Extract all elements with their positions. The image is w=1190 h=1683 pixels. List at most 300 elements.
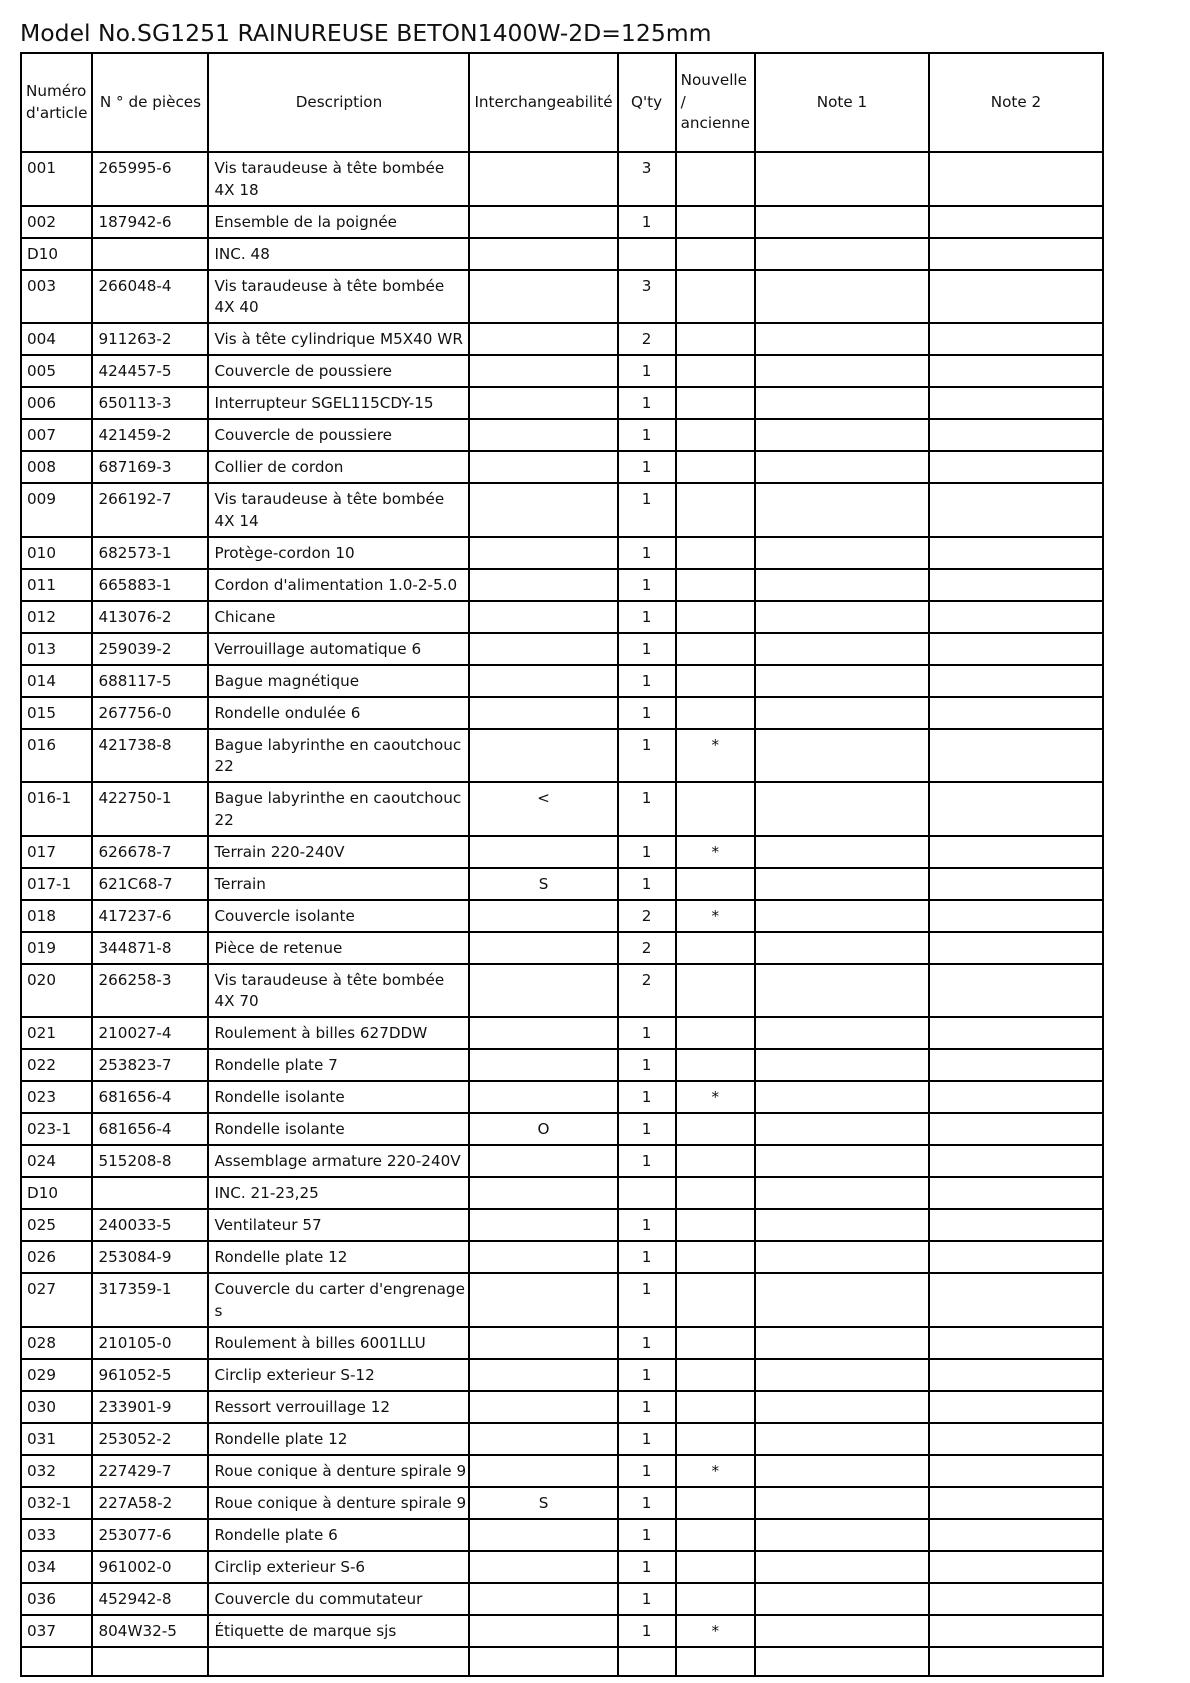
cell-quantity: 2 bbox=[618, 323, 676, 355]
cell-description: Roue conique à denture spirale 9 bbox=[208, 1487, 469, 1519]
cell-note-2 bbox=[929, 964, 1103, 1018]
cell-description: Rondelle isolante bbox=[208, 1113, 469, 1145]
cell-interchangeability bbox=[469, 1017, 617, 1049]
cell-note-2 bbox=[929, 1519, 1103, 1551]
cell-new-old bbox=[676, 569, 755, 601]
cell-interchangeability bbox=[469, 900, 617, 932]
cell-article-number: 033 bbox=[21, 1519, 92, 1551]
cell-part-number: 233901-9 bbox=[92, 1391, 208, 1423]
cell-interchangeability bbox=[469, 964, 617, 1018]
header-note-1: Note 1 bbox=[755, 53, 929, 152]
cell-note-1 bbox=[755, 152, 929, 206]
cell-article-number bbox=[21, 1647, 92, 1676]
cell-article-number: 026 bbox=[21, 1241, 92, 1273]
cell-interchangeability bbox=[469, 323, 617, 355]
cell-new-old bbox=[676, 1273, 755, 1327]
cell-note-1 bbox=[755, 1145, 929, 1177]
cell-part-number: 317359-1 bbox=[92, 1273, 208, 1327]
cell-interchangeability bbox=[469, 569, 617, 601]
cell-note-1 bbox=[755, 868, 929, 900]
cell-description: Ensemble de la poignée bbox=[208, 206, 469, 238]
cell-article-number: 034 bbox=[21, 1551, 92, 1583]
cell-article-number: D10 bbox=[21, 1177, 92, 1209]
cell-note-1 bbox=[755, 569, 929, 601]
cell-quantity: 1 bbox=[618, 1455, 676, 1487]
cell-note-2 bbox=[929, 633, 1103, 665]
cell-note-1 bbox=[755, 1359, 929, 1391]
cell-part-number: 681656-4 bbox=[92, 1081, 208, 1113]
cell-quantity: 1 bbox=[618, 1391, 676, 1423]
cell-quantity: 1 bbox=[618, 729, 676, 783]
cell-part-number: 688117-5 bbox=[92, 665, 208, 697]
cell-note-1 bbox=[755, 323, 929, 355]
cell-note-1 bbox=[755, 270, 929, 324]
cell-interchangeability: S bbox=[469, 868, 617, 900]
cell-note-1 bbox=[755, 964, 929, 1018]
cell-interchangeability bbox=[469, 1455, 617, 1487]
cell-note-1 bbox=[755, 633, 929, 665]
cell-part-number: 911263-2 bbox=[92, 323, 208, 355]
table-row bbox=[21, 836, 1103, 868]
cell-description: Couvercle de poussiere bbox=[208, 419, 469, 451]
cell-note-1 bbox=[755, 729, 929, 783]
cell-interchangeability: O bbox=[469, 1113, 617, 1145]
cell-part-number: 682573-1 bbox=[92, 537, 208, 569]
cell-interchangeability bbox=[469, 1241, 617, 1273]
table-row bbox=[21, 1551, 1103, 1583]
cell-part-number: 452942-8 bbox=[92, 1583, 208, 1615]
cell-note-2 bbox=[929, 836, 1103, 868]
cell-note-2 bbox=[929, 782, 1103, 836]
cell-note-1 bbox=[755, 355, 929, 387]
cell-new-old bbox=[676, 1551, 755, 1583]
table-row bbox=[21, 1017, 1103, 1049]
cell-quantity: 2 bbox=[618, 900, 676, 932]
cell-part-number: 253823-7 bbox=[92, 1049, 208, 1081]
cell-interchangeability bbox=[469, 1327, 617, 1359]
cell-quantity: 1 bbox=[618, 868, 676, 900]
table-row bbox=[21, 451, 1103, 483]
cell-note-1 bbox=[755, 1113, 929, 1145]
cell-note-2 bbox=[929, 1391, 1103, 1423]
cell-interchangeability bbox=[469, 1551, 617, 1583]
cell-article-number: 002 bbox=[21, 206, 92, 238]
cell-new-old bbox=[676, 665, 755, 697]
cell-description: Vis à tête cylindrique M5X40 WR bbox=[208, 323, 469, 355]
cell-note-1 bbox=[755, 1551, 929, 1583]
cell-article-number: 022 bbox=[21, 1049, 92, 1081]
cell-new-old: * bbox=[676, 1081, 755, 1113]
cell-new-old bbox=[676, 1519, 755, 1551]
cell-description: Rondelle plate 7 bbox=[208, 1049, 469, 1081]
table-row bbox=[21, 601, 1103, 633]
cell-quantity: 1 bbox=[618, 206, 676, 238]
cell-part-number: 210027-4 bbox=[92, 1017, 208, 1049]
cell-quantity: 1 bbox=[618, 419, 676, 451]
cell-note-2 bbox=[929, 1423, 1103, 1455]
cell-description: INC. 48 bbox=[208, 238, 469, 270]
cell-new-old: * bbox=[676, 836, 755, 868]
table-row bbox=[21, 1615, 1103, 1647]
table-row bbox=[21, 782, 1103, 836]
cell-article-number: 037 bbox=[21, 1615, 92, 1647]
cell-description: Collier de cordon bbox=[208, 451, 469, 483]
table-row bbox=[21, 665, 1103, 697]
cell-quantity: 1 bbox=[618, 1487, 676, 1519]
cell-quantity bbox=[618, 238, 676, 270]
cell-part-number: 961002-0 bbox=[92, 1551, 208, 1583]
cell-description: Roulement à billes 627DDW bbox=[208, 1017, 469, 1049]
cell-note-1 bbox=[755, 238, 929, 270]
cell-part-number: 266048-4 bbox=[92, 270, 208, 324]
cell-description: Bague magnétique bbox=[208, 665, 469, 697]
cell-article-number: 013 bbox=[21, 633, 92, 665]
cell-quantity: 1 bbox=[618, 633, 676, 665]
cell-note-1 bbox=[755, 1615, 929, 1647]
cell-quantity: 1 bbox=[618, 569, 676, 601]
cell-note-1 bbox=[755, 419, 929, 451]
cell-article-number: 036 bbox=[21, 1583, 92, 1615]
cell-note-1 bbox=[755, 782, 929, 836]
table-row bbox=[21, 1391, 1103, 1423]
cell-quantity: 1 bbox=[618, 1081, 676, 1113]
cell-part-number: 187942-6 bbox=[92, 206, 208, 238]
cell-note-2 bbox=[929, 729, 1103, 783]
cell-note-2 bbox=[929, 323, 1103, 355]
cell-quantity: 1 bbox=[618, 483, 676, 537]
cell-new-old bbox=[676, 1583, 755, 1615]
header-part-number: N ° de pièces bbox=[92, 53, 208, 152]
cell-new-old bbox=[676, 387, 755, 419]
cell-quantity: 1 bbox=[618, 665, 676, 697]
cell-new-old bbox=[676, 451, 755, 483]
cell-note-1 bbox=[755, 1241, 929, 1273]
cell-note-1 bbox=[755, 1455, 929, 1487]
cell-description: Vis taraudeuse à tête bombée 4X 14 bbox=[208, 483, 469, 537]
cell-interchangeability bbox=[469, 1583, 617, 1615]
cell-new-old bbox=[676, 601, 755, 633]
cell-note-2 bbox=[929, 1145, 1103, 1177]
cell-article-number: 027 bbox=[21, 1273, 92, 1327]
cell-interchangeability bbox=[469, 152, 617, 206]
cell-note-1 bbox=[755, 387, 929, 419]
cell-part-number: 253084-9 bbox=[92, 1241, 208, 1273]
cell-quantity: 1 bbox=[618, 1615, 676, 1647]
header-article-number: Numéro d'article bbox=[21, 53, 92, 152]
cell-part-number: 665883-1 bbox=[92, 569, 208, 601]
cell-article-number: 021 bbox=[21, 1017, 92, 1049]
header-description: Description bbox=[208, 53, 469, 152]
cell-description: Couvercle du commutateur bbox=[208, 1583, 469, 1615]
cell-note-2 bbox=[929, 1583, 1103, 1615]
cell-quantity: 2 bbox=[618, 964, 676, 1018]
cell-quantity: 2 bbox=[618, 932, 676, 964]
cell-description: Rondelle plate 12 bbox=[208, 1241, 469, 1273]
cell-description: Vis taraudeuse à tête bombée 4X 40 bbox=[208, 270, 469, 324]
cell-part-number: 253052-2 bbox=[92, 1423, 208, 1455]
cell-part-number: 266258-3 bbox=[92, 964, 208, 1018]
cell-quantity: 1 bbox=[618, 836, 676, 868]
cell-note-2 bbox=[929, 665, 1103, 697]
cell-note-1 bbox=[755, 1049, 929, 1081]
cell-new-old bbox=[676, 782, 755, 836]
cell-description: INC. 21-23,25 bbox=[208, 1177, 469, 1209]
cell-description: Protège-cordon 10 bbox=[208, 537, 469, 569]
cell-article-number: 032 bbox=[21, 1455, 92, 1487]
cell-quantity: 3 bbox=[618, 152, 676, 206]
cell-article-number: 015 bbox=[21, 697, 92, 729]
cell-interchangeability bbox=[469, 665, 617, 697]
cell-new-old bbox=[676, 1391, 755, 1423]
cell-quantity: 1 bbox=[618, 451, 676, 483]
cell-interchangeability bbox=[469, 238, 617, 270]
table-row bbox=[21, 1519, 1103, 1551]
cell-description: Rondelle plate 12 bbox=[208, 1423, 469, 1455]
cell-interchangeability bbox=[469, 483, 617, 537]
cell-note-2 bbox=[929, 355, 1103, 387]
table-row bbox=[21, 633, 1103, 665]
cell-new-old bbox=[676, 1241, 755, 1273]
table-row bbox=[21, 387, 1103, 419]
cell-new-old bbox=[676, 1049, 755, 1081]
cell-article-number: 001 bbox=[21, 152, 92, 206]
cell-article-number: D10 bbox=[21, 238, 92, 270]
table-row bbox=[21, 152, 1103, 206]
cell-description: Roue conique à denture spirale 9 bbox=[208, 1455, 469, 1487]
cell-description: Rondelle plate 6 bbox=[208, 1519, 469, 1551]
cell-part-number: 413076-2 bbox=[92, 601, 208, 633]
cell-quantity: 1 bbox=[618, 1241, 676, 1273]
cell-quantity: 1 bbox=[618, 1423, 676, 1455]
cell-article-number: 017-1 bbox=[21, 868, 92, 900]
cell-article-number: 030 bbox=[21, 1391, 92, 1423]
cell-new-old bbox=[676, 419, 755, 451]
cell-description: Rondelle isolante bbox=[208, 1081, 469, 1113]
cell-article-number: 009 bbox=[21, 483, 92, 537]
cell-part-number: 265995-6 bbox=[92, 152, 208, 206]
cell-description: Circlip exterieur S-12 bbox=[208, 1359, 469, 1391]
cell-quantity: 1 bbox=[618, 1359, 676, 1391]
cell-note-2 bbox=[929, 932, 1103, 964]
cell-note-2 bbox=[929, 387, 1103, 419]
header-new-old: Nouvelle / ancienne bbox=[676, 53, 755, 152]
cell-interchangeability bbox=[469, 836, 617, 868]
cell-new-old bbox=[676, 270, 755, 324]
cell-interchangeability bbox=[469, 451, 617, 483]
table-row bbox=[21, 323, 1103, 355]
table-row bbox=[21, 1209, 1103, 1241]
cell-note-1 bbox=[755, 451, 929, 483]
cell-new-old bbox=[676, 1145, 755, 1177]
cell-note-1 bbox=[755, 1209, 929, 1241]
cell-note-2 bbox=[929, 419, 1103, 451]
table-row bbox=[21, 1487, 1103, 1519]
cell-part-number: 421738-8 bbox=[92, 729, 208, 783]
cell-article-number: 004 bbox=[21, 323, 92, 355]
cell-article-number: 008 bbox=[21, 451, 92, 483]
cell-note-1 bbox=[755, 900, 929, 932]
cell-description: Rondelle ondulée 6 bbox=[208, 697, 469, 729]
cell-interchangeability bbox=[469, 419, 617, 451]
cell-new-old: * bbox=[676, 900, 755, 932]
cell-quantity: 1 bbox=[618, 537, 676, 569]
cell-quantity: 1 bbox=[618, 355, 676, 387]
table-row bbox=[21, 1049, 1103, 1081]
cell-description: Assemblage armature 220-240V bbox=[208, 1145, 469, 1177]
cell-note-2 bbox=[929, 238, 1103, 270]
cell-quantity: 1 bbox=[618, 601, 676, 633]
cell-interchangeability bbox=[469, 697, 617, 729]
cell-part-number: 650113-3 bbox=[92, 387, 208, 419]
cell-note-2 bbox=[929, 569, 1103, 601]
cell-note-2 bbox=[929, 1487, 1103, 1519]
cell-new-old bbox=[676, 1647, 755, 1676]
cell-note-2 bbox=[929, 483, 1103, 537]
cell-quantity: 1 bbox=[618, 1049, 676, 1081]
cell-interchangeability bbox=[469, 1615, 617, 1647]
cell-interchangeability bbox=[469, 932, 617, 964]
cell-description: Terrain 220-240V bbox=[208, 836, 469, 868]
cell-new-old bbox=[676, 1209, 755, 1241]
cell-part-number: 253077-6 bbox=[92, 1519, 208, 1551]
cell-article-number: 029 bbox=[21, 1359, 92, 1391]
cell-note-1 bbox=[755, 1017, 929, 1049]
cell-new-old bbox=[676, 1359, 755, 1391]
cell-note-1 bbox=[755, 1423, 929, 1455]
cell-note-2 bbox=[929, 1359, 1103, 1391]
cell-part-number: 421459-2 bbox=[92, 419, 208, 451]
cell-new-old bbox=[676, 483, 755, 537]
cell-quantity: 1 bbox=[618, 1327, 676, 1359]
cell-article-number: 023 bbox=[21, 1081, 92, 1113]
cell-quantity: 1 bbox=[618, 1209, 676, 1241]
table-row bbox=[21, 419, 1103, 451]
cell-part-number: 626678-7 bbox=[92, 836, 208, 868]
table-row bbox=[21, 697, 1103, 729]
cell-interchangeability: S bbox=[469, 1487, 617, 1519]
table-row bbox=[21, 1423, 1103, 1455]
table-row bbox=[21, 483, 1103, 537]
cell-note-2 bbox=[929, 1081, 1103, 1113]
table-row bbox=[21, 355, 1103, 387]
cell-part-number: 515208-8 bbox=[92, 1145, 208, 1177]
table-row bbox=[21, 1359, 1103, 1391]
cell-note-2 bbox=[929, 1113, 1103, 1145]
cell-part-number bbox=[92, 1647, 208, 1676]
cell-part-number: 804W32-5 bbox=[92, 1615, 208, 1647]
cell-interchangeability bbox=[469, 355, 617, 387]
cell-description: Vis taraudeuse à tête bombée 4X 18 bbox=[208, 152, 469, 206]
cell-interchangeability bbox=[469, 1519, 617, 1551]
cell-note-2 bbox=[929, 1177, 1103, 1209]
cell-description: Couvercle isolante bbox=[208, 900, 469, 932]
cell-description: Roulement à billes 6001LLU bbox=[208, 1327, 469, 1359]
cell-new-old bbox=[676, 1177, 755, 1209]
cell-part-number: 266192-7 bbox=[92, 483, 208, 537]
cell-part-number: 417237-6 bbox=[92, 900, 208, 932]
cell-quantity: 1 bbox=[618, 697, 676, 729]
cell-article-number: 025 bbox=[21, 1209, 92, 1241]
cell-note-2 bbox=[929, 270, 1103, 324]
cell-part-number: 681656-4 bbox=[92, 1113, 208, 1145]
cell-note-2 bbox=[929, 1551, 1103, 1583]
cell-interchangeability bbox=[469, 729, 617, 783]
cell-description: Couvercle de poussiere bbox=[208, 355, 469, 387]
cell-interchangeability bbox=[469, 387, 617, 419]
table-row bbox=[21, 1241, 1103, 1273]
cell-note-1 bbox=[755, 1519, 929, 1551]
cell-interchangeability bbox=[469, 1081, 617, 1113]
cell-note-1 bbox=[755, 483, 929, 537]
table-row bbox=[21, 270, 1103, 324]
cell-part-number bbox=[92, 1177, 208, 1209]
cell-part-number: 422750-1 bbox=[92, 782, 208, 836]
cell-new-old bbox=[676, 1423, 755, 1455]
cell-new-old bbox=[676, 1327, 755, 1359]
header-interchangeability: Interchangeabilité bbox=[469, 53, 617, 152]
cell-note-1 bbox=[755, 601, 929, 633]
cell-description: Ventilateur 57 bbox=[208, 1209, 469, 1241]
cell-quantity: 1 bbox=[618, 782, 676, 836]
cell-description: Circlip exterieur S-6 bbox=[208, 1551, 469, 1583]
table-row bbox=[21, 238, 1103, 270]
table-row bbox=[21, 1455, 1103, 1487]
cell-note-2 bbox=[929, 1241, 1103, 1273]
cell-new-old: * bbox=[676, 1615, 755, 1647]
header-note-2: Note 2 bbox=[929, 53, 1103, 152]
cell-note-2 bbox=[929, 697, 1103, 729]
cell-note-1 bbox=[755, 1327, 929, 1359]
cell-article-number: 032-1 bbox=[21, 1487, 92, 1519]
cell-note-2 bbox=[929, 451, 1103, 483]
cell-interchangeability bbox=[469, 1049, 617, 1081]
table-row bbox=[21, 964, 1103, 1018]
cell-new-old bbox=[676, 152, 755, 206]
cell-note-1 bbox=[755, 1391, 929, 1423]
cell-interchangeability bbox=[469, 1177, 617, 1209]
table-body bbox=[21, 152, 1103, 1676]
cell-note-1 bbox=[755, 1647, 929, 1676]
parts-table bbox=[20, 52, 1104, 1677]
cell-quantity: 1 bbox=[618, 1113, 676, 1145]
cell-article-number: 017 bbox=[21, 836, 92, 868]
cell-description: Chicane bbox=[208, 601, 469, 633]
cell-quantity: 1 bbox=[618, 1519, 676, 1551]
cell-new-old bbox=[676, 537, 755, 569]
cell-quantity: 1 bbox=[618, 1273, 676, 1327]
table-row bbox=[21, 1273, 1103, 1327]
page-title: Model No.SG1251 RAINUREUSE BETON1400W-2D=125mm bbox=[20, 19, 712, 47]
cell-interchangeability bbox=[469, 1647, 617, 1676]
cell-interchangeability bbox=[469, 1273, 617, 1327]
table-row bbox=[21, 1583, 1103, 1615]
cell-article-number: 031 bbox=[21, 1423, 92, 1455]
cell-description: Couvercle du carter d'engrenage s bbox=[208, 1273, 469, 1327]
cell-note-2 bbox=[929, 601, 1103, 633]
cell-new-old bbox=[676, 238, 755, 270]
cell-interchangeability bbox=[469, 633, 617, 665]
cell-new-old bbox=[676, 206, 755, 238]
cell-interchangeability bbox=[469, 601, 617, 633]
cell-description: Pièce de retenue bbox=[208, 932, 469, 964]
cell-description: Étiquette de marque sjs bbox=[208, 1615, 469, 1647]
cell-new-old bbox=[676, 697, 755, 729]
cell-new-old bbox=[676, 1113, 755, 1145]
cell-part-number: 424457-5 bbox=[92, 355, 208, 387]
cell-quantity: 1 bbox=[618, 1017, 676, 1049]
cell-article-number: 012 bbox=[21, 601, 92, 633]
cell-note-2 bbox=[929, 1647, 1103, 1676]
